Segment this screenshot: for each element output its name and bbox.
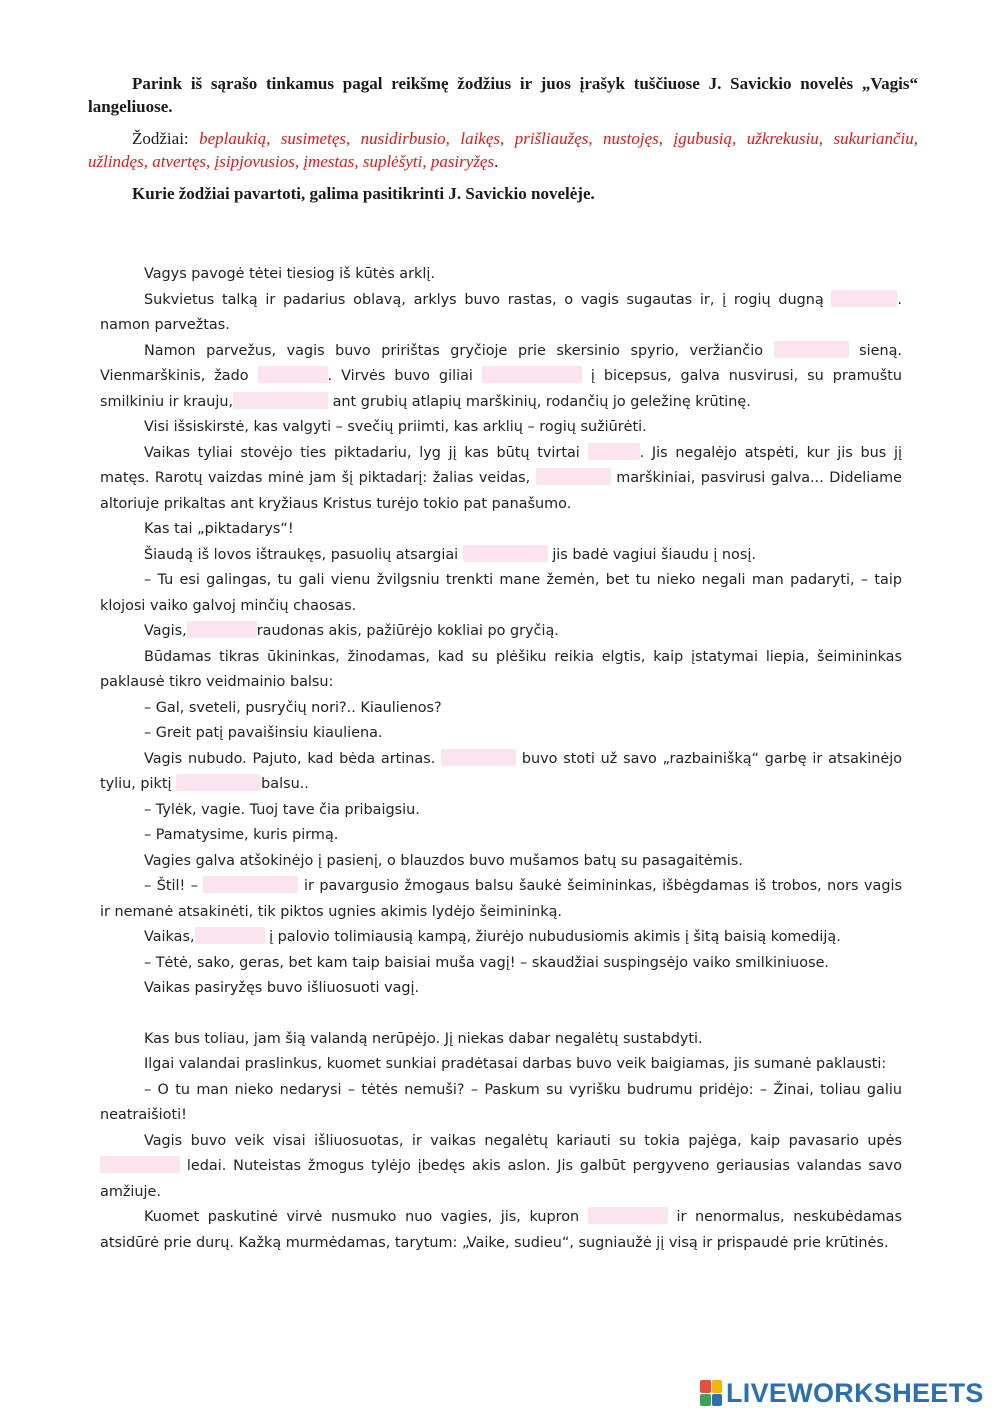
liveworksheets-logo-icon	[700, 1380, 722, 1406]
answer-blank[interactable]	[203, 876, 298, 893]
text: buvo stoti už savo „razbainišką“ garbę ir atsakinėjo tyliu, piktį	[100, 750, 903, 792]
text: jis badė vagiui šiaudu į nosį.	[552, 546, 756, 563]
logo-text: LIVEWORKSHEETS	[726, 1377, 984, 1408]
logo-square-blue	[712, 1394, 723, 1407]
logo-square-yellow	[712, 1380, 723, 1393]
paragraph	[100, 1129, 902, 1206]
text: namon parvežtas.	[100, 317, 230, 333]
paragraph	[100, 747, 902, 798]
answer-blank[interactable]	[463, 545, 548, 562]
text: į palovio tolimiausią kampą, žiurėjo nubudusiomis akimis į šitą baisią komediją.	[269, 929, 841, 945]
answer-blank[interactable]	[195, 927, 265, 944]
paragraph	[100, 288, 902, 339]
word-bank-end: .	[494, 152, 499, 171]
paragraph: Vagys pavogė tėtei tiesiog iš kūtės arklį.	[144, 266, 435, 282]
text: ledai. Nuteistas žmogus tylėjo įbedęs akis aslon. Jis galbūt pergyveno geriausias valandas savo amžiuje.	[100, 1158, 902, 1200]
paragraph	[100, 619, 902, 645]
text: Kuomet paskutinė virvė nusmuko nuo vagies, jis, kupron	[144, 1209, 580, 1225]
answer-blank[interactable]	[482, 366, 582, 383]
text: ir nenormalus, neskubėdamas atsidūrė prie durų. Kažką murmėdamas, tarytum: „Vaike, sudieu“, sugniaužė jį visą ir prispaudė prie krūtinės.	[100, 1209, 902, 1251]
answer-blank[interactable]	[176, 774, 261, 791]
check-instruction: Kurie žodžiai pavartoti, galima pasitikrinti J. Savickio novelėje.	[132, 184, 595, 203]
answer-blank[interactable]	[588, 443, 640, 460]
paragraph	[100, 441, 902, 518]
text: balsu..	[261, 776, 309, 792]
answer-blank[interactable]	[441, 749, 516, 766]
paragraph: – Greit patį pavaišinsiu kiauliena.	[144, 725, 383, 741]
word-bank-list: beplaukią, susimetęs, nusidirbusio, laikęs, prišliaužęs, nustojęs, įgubusią, užkrekusiu, sukuriančiu, užlindęs, atvertęs, įsipjovusios, įmestas, suplėšyti, pasiryžęs	[88, 129, 918, 171]
instruction-text: Parink iš sąrašo tinkamus pagal reikšmę žodžius ir juos įrašyk tuščiuose J. Savickio novelės „Vagis“ langeliuose.	[88, 74, 918, 116]
text: . Jis negalėjo atspėti, kur jis bus jį matęs. Rarotų vaizdas minė jam šį piktadarį: žalias veidas,	[100, 444, 903, 486]
logo-square-green	[700, 1394, 711, 1407]
answer-blank[interactable]	[233, 392, 328, 409]
text: Vaikas,	[144, 929, 195, 945]
text: sieną. Vienmarškinis, žado	[100, 342, 902, 384]
answer-blank[interactable]	[187, 621, 257, 638]
paragraph: – Gal, sveteli, pusryčių nori?.. Kiaulienos?	[144, 699, 442, 716]
paragraph: – Tėtė, sako, geras, bet kam taip baisiai muša vagį! – skaudžiai suspingsėjo vaiko smilkiniuose.	[144, 954, 830, 971]
paragraph: Būdamas tikras ūkininkas, žinodamas, kad su plėšiku reikia elgtis, kaip įstatymai liepia, šeimininkas paklausė tikro veidmainio balsu:	[100, 648, 902, 690]
text: ir pavargusio žmogaus balsu šaukė šeimininkas, išbėgdamas iš trobos, nors vagis ir nemanė atsakinėti, tik piktos ugnies akimis lydėjo šeimininką.	[100, 878, 902, 920]
paragraph: Ilgai valandai praslinkus, kuomet sunkiai pradėtasai darbas buvo veik baigiamas, jis sumanė paklausti:	[144, 1056, 887, 1072]
text: Vagis,	[144, 623, 187, 639]
answer-blank[interactable]	[774, 341, 849, 358]
logo-square-red	[700, 1380, 711, 1393]
text: Vagis nubudo. Pajuto, kad bėda artinas.	[144, 750, 436, 767]
story-text	[100, 262, 902, 1256]
instructions-header	[88, 72, 918, 205]
text: į bicepsus, galva nusvirusi, su pramuštu smilkiniu ir krauju,	[100, 368, 902, 410]
answer-blank[interactable]	[100, 1156, 180, 1173]
text: ant grubių atlapių marškinių, rodančių jo geležinę krūtinę.	[332, 393, 751, 410]
paragraph	[100, 874, 902, 925]
answer-blank[interactable]	[258, 366, 328, 383]
text: Vagis buvo veik visai išliuosuotas, ir vaikas negalėtų kariauti su tokia pajėga, kaip pavasario upės	[144, 1132, 902, 1149]
paragraph	[100, 925, 902, 951]
paragraph: – Pamatysime, kuris pirmą.	[144, 827, 339, 843]
paragraph: Kas bus toliau, jam šią valandą nerūpėjo. Jį niekas dabar negalėtų sustabdyti.	[144, 1030, 703, 1047]
answer-blank[interactable]	[536, 468, 611, 485]
text: Vaikas tyliai stovėjo ties piktadariu, lyg jį kas būtų tvirtai	[144, 444, 580, 461]
paragraph: – Tylėk, vagie. Tuoj tave čia pribaigsiu.	[144, 801, 420, 818]
paragraph: Vaikas pasiryžęs buvo išliuosuoti vagį.	[144, 980, 420, 996]
word-bank-label: Žodžiai:	[132, 129, 189, 148]
paragraph	[100, 543, 902, 569]
text: – Štil! –	[144, 878, 198, 894]
text: raudonas akis, pažiūrėjo kokliai po gryčią.	[256, 623, 559, 639]
paragraph: – O tu man nieko nedarysi – tėtės nemuši? – Paskum su vyrišku budrumu pridėjo: – Žinai, toliau galiu neatraišioti!	[100, 1081, 902, 1123]
text: Šiaudą iš lovos ištraukęs, pasuolių atsargiai	[144, 546, 459, 563]
liveworksheets-logo	[700, 1378, 984, 1408]
text: Sukvietus talką ir padarius oblavą, arklys buvo rastas, o vagis sugautas ir, į rogių dugną	[144, 291, 824, 308]
paragraph	[100, 339, 902, 416]
text: marškiniai, pasvirusi galva... Dideliame altoriuje prikaltas ant kryžiaus Kristus turėjo tokio pat panašumo.	[100, 470, 902, 512]
word-bank	[88, 127, 918, 173]
paragraph: Visi išsiskirstė, kas valgyti – svečių priimti, kas arklių – rogių sužiūrėti.	[144, 419, 647, 435]
text: .	[897, 291, 902, 308]
text: Namon parvežus, vagis buvo pririštas gryčioje prie skersinio spyrio, veržiančio	[144, 342, 763, 359]
answer-blank[interactable]	[588, 1207, 668, 1224]
answer-blank[interactable]	[831, 290, 897, 307]
paragraph: Vagies galva atšokinėjo į pasienį, o blauzdos buvo mušamos batų su pasagaitėmis.	[144, 852, 743, 869]
paragraph: Kas tai „piktadarys“!	[144, 521, 294, 537]
text: . Virvės buvo giliai	[327, 368, 473, 384]
paragraph: – Tu esi galingas, tu gali vienu žvilgsniu trenkti mane žemėn, bet tu nieko negali man padaryti, – taip klojosi vaiko galvoj minčių chaosas.	[100, 572, 902, 614]
paragraph	[100, 1205, 902, 1256]
